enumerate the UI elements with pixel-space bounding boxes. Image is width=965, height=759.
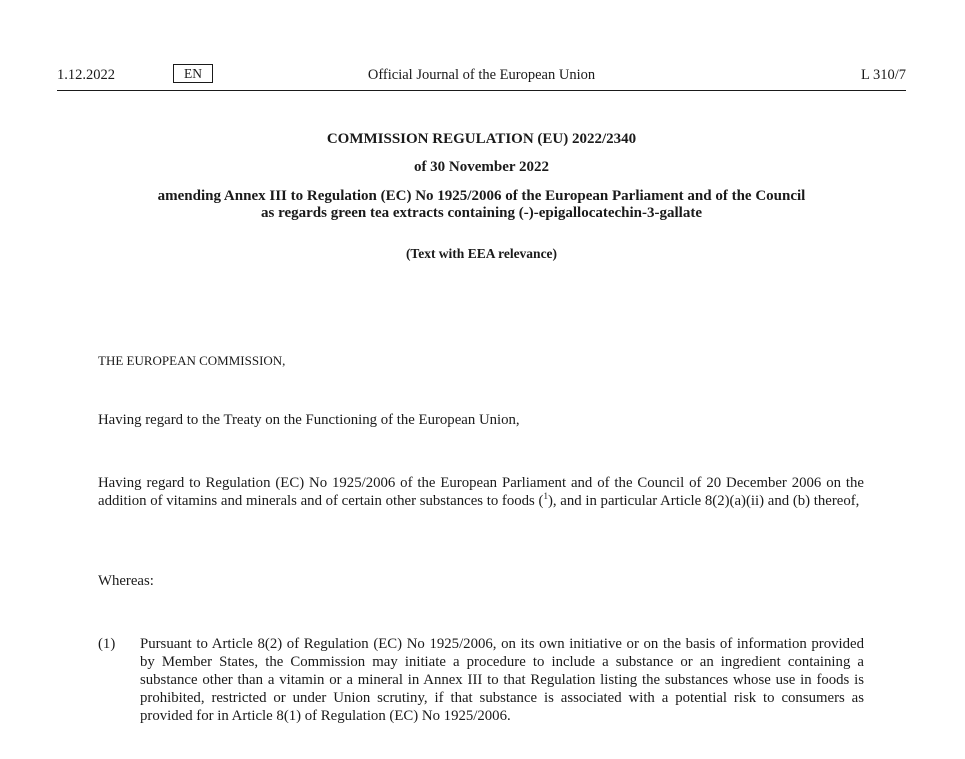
- citation-regulation: [98, 475, 864, 510]
- regulation-subject-line-1: amending Annex III to Regulation (EC) No 1925/2006 of the European Parliament and of the Council: [157, 188, 806, 204]
- regulation-subject-line-2: as regards green tea extracts containing (-)-epigallocatechin-3-gallate: [260, 205, 702, 221]
- language-badge: EN: [173, 64, 213, 83]
- page-header: [57, 64, 906, 91]
- commission-heading: THE EUROPEAN COMMISSION,: [98, 353, 286, 368]
- regulation-date: of 30 November 2022: [413, 159, 550, 175]
- eea-relevance: (Text with EEA relevance): [405, 246, 558, 261]
- recital-text: Pursuant to Article 8(2) of Regulation (EC) No 1925/2006, on its own initiative or on the basis of information provided by Member States, the Commission may initiate a procedure to include a substance or an ingredient containing a substance other than a vitamin or a mineral in Annex III to that Regulation listing the substances whose use in foods is prohibited, restricted or under Union scrutiny, if that substance is associated with a potential risk to consumers as provided for in Article 8(1) of Regulation (EC) No 1925/2006.: [140, 636, 864, 724]
- whereas-heading: Whereas:: [98, 573, 154, 589]
- regulation-subject: [57, 188, 906, 222]
- publication-date: 1.12.2022: [57, 67, 115, 83]
- recital-number: (1): [98, 636, 116, 652]
- citation-text-before: Having regard to Regulation (EC) No 1925/2006 of the European Parliament and of the Council of 20 December 2006 on the addition of vitamins and minerals and of certain other substances to foods (: [98, 475, 864, 509]
- journal-title: Official Journal of the European Union: [367, 67, 596, 83]
- regulation-title: COMMISSION REGULATION (EU) 2022/2340: [326, 131, 637, 147]
- citation-text-after: ), and in particular Article 8(2)(a)(ii) and (b) thereof,: [547, 492, 860, 509]
- citation-treaty: Having regard to the Treaty on the Functioning of the European Union,: [98, 412, 520, 428]
- page-reference: L 310/7: [861, 67, 906, 83]
- footnote-reference[interactable]: 1: [543, 490, 548, 501]
